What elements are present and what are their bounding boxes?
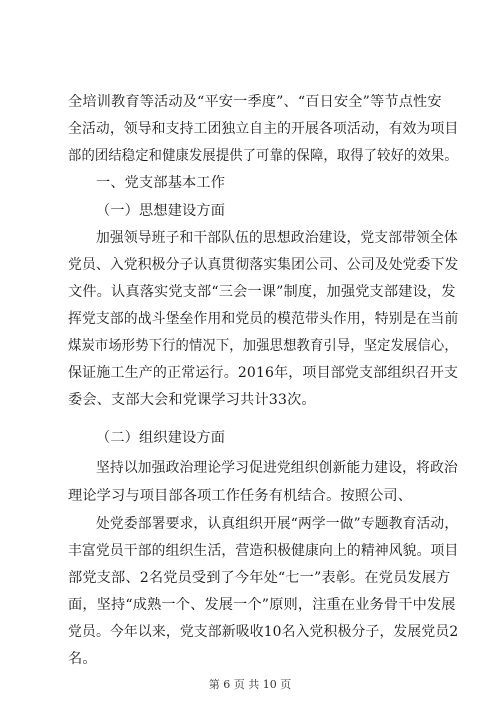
text-line: 部的团结稳定和健康发展提供了可靠的保障，取得了较好的效果。 xyxy=(68,148,458,164)
text-line: 处党委部署要求，认真组织开展“两学一做”专题教育活动， xyxy=(96,516,459,532)
text-line: 全培训教育等活动及“平安一季度”、“百日安全”等节点性安 xyxy=(68,94,442,110)
text-line: 党员、入党积极分子认真贯彻落实集团公司、公司及处党委下发 xyxy=(68,257,459,273)
text-line: 坚持以加强政治理论学习促进党组织创新能力建设，将政治 xyxy=(96,460,458,476)
text-line: 丰富党员干部的组织生活，营造积极健康向上的精神风貌。项目 xyxy=(68,543,459,559)
text-line: 加强领导班子和干部队伍的思想政治建设，党支部带领全体 xyxy=(96,230,458,246)
text-line: 党员。今年以来，党支部新吸收10名入党积极分子，发展党员2 xyxy=(68,624,459,640)
text-line: 挥党支部的战斗堡垒作用和党员的模范带头作用，特别是在当前 xyxy=(68,311,459,327)
page-number-footer: 第 6 页 共 10 页 xyxy=(208,678,292,691)
text-line: 保证施工生产的正常运行。2016年，项目部党支部组织召开支 xyxy=(68,365,459,381)
text-line: 面，坚持“成熟一个、发展一个”原则，注重在业务骨干中发展 xyxy=(68,597,456,613)
text-line: 文件。认真落实党支部“三会一课”制度，加强党支部建设，发 xyxy=(68,284,456,300)
text-line: 理论学习与项目部各项工作任务有机结合。按照公司、 xyxy=(68,488,413,504)
text-line: 部党支部、2名党员受到了今年处“七一”表彰。在党员发展方 xyxy=(68,570,451,586)
text-line: 全活动，领导和支持工团独立自主的开展各项活动，有效为项目 xyxy=(68,121,459,137)
section-heading: 一、党支部基本工作 xyxy=(96,175,226,191)
text-line: 委会、支部大会和党课学习共计33次。 xyxy=(68,392,316,408)
subsection-heading: （一）思想建设方面 xyxy=(96,203,226,219)
subsection-heading: （二）组织建设方面 xyxy=(96,430,226,446)
text-line: 煤炭市场形势下行的情况下，加强思想教育引导，坚定发展信心， xyxy=(68,338,458,354)
text-line: 名。 xyxy=(68,651,97,667)
